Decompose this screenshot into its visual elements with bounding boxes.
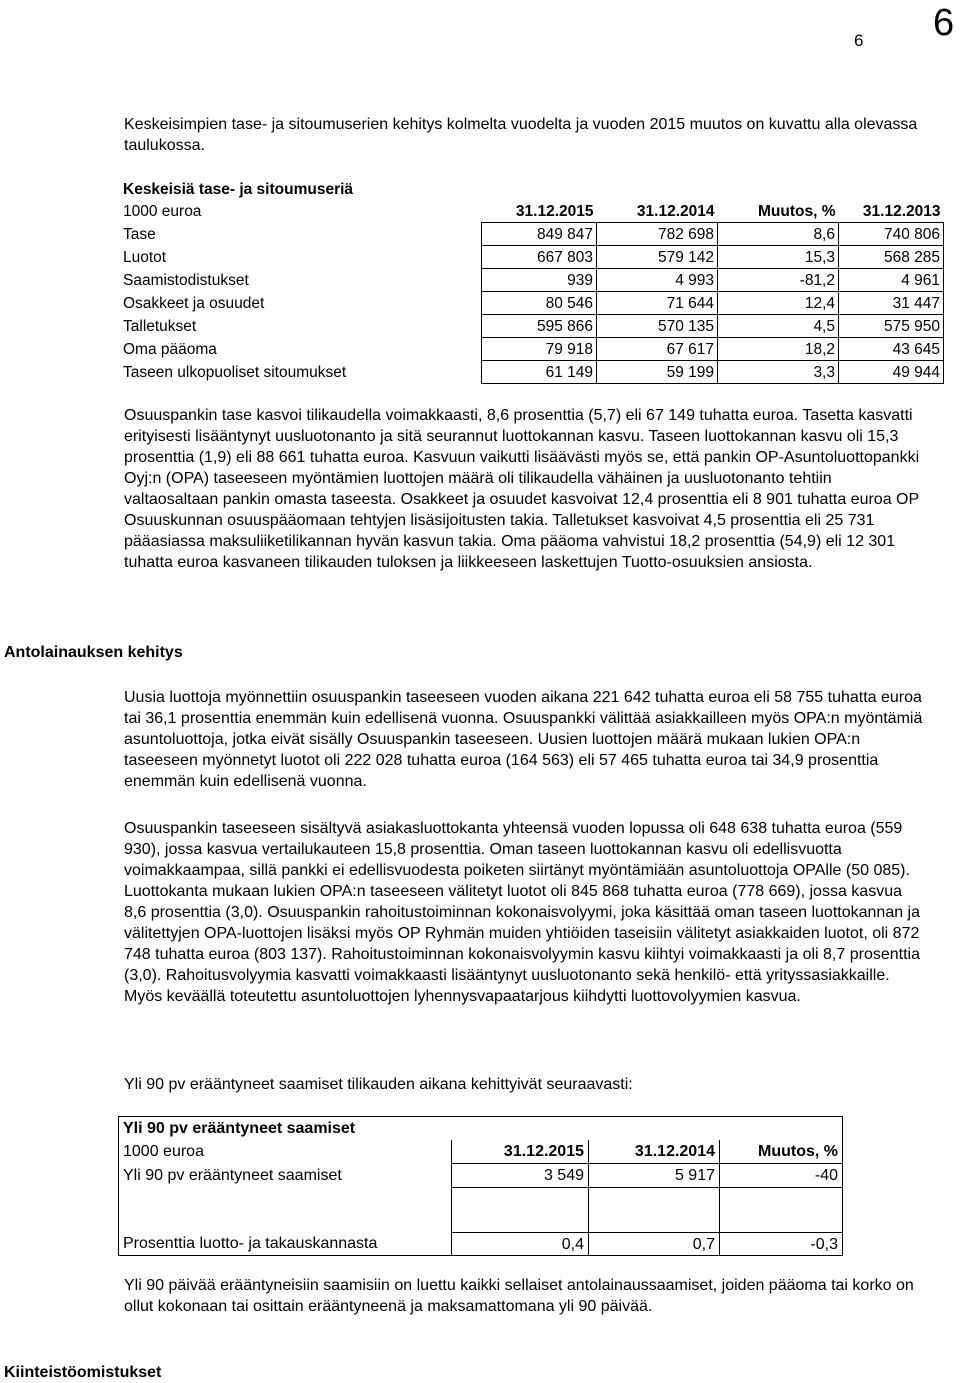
table-row	[119, 1164, 843, 1188]
cell-value: 849 847	[482, 223, 597, 246]
cell-value: -81,2	[718, 269, 839, 292]
column-header: 31.12.2013	[839, 200, 944, 223]
cell-value: 5 917	[589, 1164, 720, 1188]
table-row	[120, 223, 944, 246]
cell-value: 939	[482, 269, 597, 292]
column-header: 31.12.2014	[589, 1140, 720, 1164]
page-number-large: 6	[933, 2, 955, 44]
lending-text-3: Yli 90 pv erääntyneet saamiset tilikauden aikana kehittyivät seuraavasti:	[124, 1076, 633, 1093]
cell-value: 3,3	[718, 361, 839, 384]
column-header: 31.12.2015	[452, 1140, 589, 1164]
lending-paragraph-3	[124, 1074, 924, 1095]
overdue-table	[118, 1116, 843, 1256]
column-header: Muutos, %	[718, 200, 839, 223]
column-header: Muutos, %	[720, 1140, 843, 1164]
balance-table-title: Keskeisiä tase- ja sitoumuseriä	[123, 180, 354, 198]
balance-paragraph	[124, 405, 924, 573]
intro-text: Keskeisimpien tase- ja sitoumuserien kehitys kolmelta vuodelta ja vuoden 2015 muutos on kuvattu alla olevassa taulukossa.	[124, 116, 918, 154]
lending-text-1: Uusia luottoja myönnettiin osuuspankin taseeseen vuoden aikana 221 642 tuhatta euroa eli 58 755 tuhatta euroa tai 36,1 prosenttia enemmän kuin edellisenä vuonna. Osuuspankki välittää asiakkailleen myös OPA:n myöntämiä asuntoluottoja, jotka eivät sisälly Osuuspankin taseeseen. Uusien luottojen määrä mukaan lukien OPA:n taseeseen myönnetyt luotot oli 222 028 tuhatta euroa (164 563) eli 57 465 tuhatta euroa tai 34,9 prosenttia enemmän kuin edellisenä vuonna.	[124, 689, 923, 790]
row-label: Osakkeet ja osuudet	[123, 294, 265, 312]
lending-paragraph-1	[124, 687, 924, 792]
intro-paragraph	[124, 114, 924, 156]
cell-value: 71 644	[597, 292, 718, 315]
balance-table-unit: 1000 euroa	[123, 202, 202, 220]
table-row	[119, 1233, 843, 1256]
cell-value: 782 698	[597, 223, 718, 246]
cell-value: -40	[720, 1164, 843, 1188]
overdue-table-unit: 1000 euroa	[123, 1143, 204, 1161]
table-row	[120, 246, 944, 269]
section-heading-lending: Antolainauksen kehitys	[4, 644, 183, 661]
cell-value: 570 135	[597, 315, 718, 338]
row-label: Saamistodistukset	[123, 271, 249, 289]
cell-value: 4,5	[718, 315, 839, 338]
cell-value: 15,3	[718, 246, 839, 269]
overdue-paragraph	[124, 1275, 924, 1317]
table-row	[120, 269, 944, 292]
cell-value: 43 645	[839, 338, 944, 361]
cell-value: 0,4	[452, 1233, 589, 1256]
page-number: 6	[854, 31, 864, 50]
row-label: Oma pääoma	[123, 340, 217, 358]
row-label: Prosenttia luotto- ja takauskannasta	[123, 1235, 378, 1253]
row-label: Talletukset	[123, 317, 197, 335]
cell-value: 575 950	[839, 315, 944, 338]
table-row	[120, 315, 944, 338]
cell-value: 740 806	[839, 223, 944, 246]
row-label: Luotot	[123, 248, 167, 266]
cell-value: 3 549	[452, 1164, 589, 1188]
cell-value: 0,7	[589, 1233, 720, 1256]
lending-paragraph-2	[124, 818, 924, 1007]
cell-value: 8,6	[718, 223, 839, 246]
cell-value: 80 546	[482, 292, 597, 315]
cell-value: 67 617	[597, 338, 718, 361]
cell-value: 18,2	[718, 338, 839, 361]
cell-value: 31 447	[839, 292, 944, 315]
overdue-text: Yli 90 päivää erääntyneisiin saamisiin on luettu kaikki sellaiset antolainaussaamiset, joiden pääoma tai korko on ollut kokonaan tai osittain erääntyneenä ja maksamattomana yli 90 päivää.	[124, 1277, 914, 1315]
cell-value: 12,4	[718, 292, 839, 315]
cell-value: -0,3	[720, 1233, 843, 1256]
overdue-table-title: Yli 90 pv erääntyneet saamiset	[123, 1120, 356, 1137]
cell-value: 568 285	[839, 246, 944, 269]
balance-text: Osuuspankin tase kasvoi tilikaudella voimakkaasti, 8,6 prosenttia (5,7) eli 67 149 tuhatta euroa. Tasetta kasvatti erityisesti lisääntynyt uusluotonanto ja sitä seurannut luottokannan kasvu. Taseen luottokannan kasvu oli 15,3 prosenttia (1,9) eli 88 661 tuhatta euroa. Kasvuun vaikutti lisäävästi myös se, että pankin OP-Asuntoluottopankki Oyj:n (OPA) taseeseen myöntämien luottojen määrä oli tilikaudella vähäinen ja uusluotonanto tehtiin valtaosaltaan pankin omasta taseesta. Osakkeet ja osuudet kasvoivat 12,4 prosenttia eli 8 901 tuhatta euroa OP Osuuskunnan osuuspääomaan tehtyjen lisäsijoitusten takia. Talletukset kasvoivat 4,5 prosenttia eli 25 731 pääasiassa maksuliiketilikannan hyvän kasvun takia. Oma pääoma vahvistui 18,2 prosenttia (54,9) eli 12 301 tuhatta euroa kasvaneen tilikauden tuloksen ja liikkeeseen laskettujen Tuotto-osuuksien ansiosta.	[124, 407, 920, 571]
lending-text-2: Osuuspankin taseeseen sisältyvä asiakasluottokanta yhteensä vuoden lopussa oli 648 638 tuhatta euroa (559 930), jossa kasvua vertailukauteen 15,8 prosenttia. Oman taseen luottokannan kasvu oli edellisvuotta voimakkaampaa, sillä pankki ei edellisvuodesta poiketen siirtänyt myöntämiään asuntoluottoja OPAlle (50 085). Luottokanta mukaan lukien OPA:n taseeseen välitetyt luotot oli 845 868 tuhatta euroa (778 669), jossa kasvua 8,6 prosenttia (3,0). Osuuspankin rahoitustoiminnan kokonaisvolyymi, joka käsittää oman taseen luottokannan ja välitettyjen OPA-luottojen lisäksi myös OP Ryhmän muiden yhtiöiden taseisiin välitetyt asiakkaiden luotot, oli 872 748 tuhatta euroa (803 137). Rahoitustoiminnan kokonaisvolyymin kasvu kiihtyi voimakkaasti ja oli 8,7 prosenttia (3,0). Rahoitusvolyymia kasvatti voimakkaasti lisääntynyt uusluotonanto sekä henkilö- että yrityssasiakkaille. Myös keväällä toteutettu asuntoluottojen lyhennysvapaatarjous kiihdytti luottovolyymien kasvua.	[124, 820, 921, 1005]
row-label: Taseen ulkopuoliset sitoumukset	[123, 363, 347, 381]
column-header: 31.12.2014	[597, 200, 718, 223]
cell-value: 4 993	[597, 269, 718, 292]
cell-value: 79 918	[482, 338, 597, 361]
row-label: Yli 90 pv erääntyneet saamiset	[123, 1167, 342, 1184]
column-header: 31.12.2015	[482, 200, 597, 223]
cell-value: 61 149	[482, 361, 597, 384]
balance-table	[120, 178, 944, 384]
table-row	[120, 292, 944, 315]
table-row	[120, 361, 944, 384]
cell-value: 579 142	[597, 246, 718, 269]
row-label: Tase	[123, 225, 156, 243]
cell-value: 59 199	[597, 361, 718, 384]
table-row	[120, 338, 944, 361]
cell-value: 49 944	[839, 361, 944, 384]
cell-value: 667 803	[482, 246, 597, 269]
section-heading-real-estate: Kiinteistöomistukset	[4, 1364, 162, 1381]
cell-value: 4 961	[839, 269, 944, 292]
cell-value: 595 866	[482, 315, 597, 338]
